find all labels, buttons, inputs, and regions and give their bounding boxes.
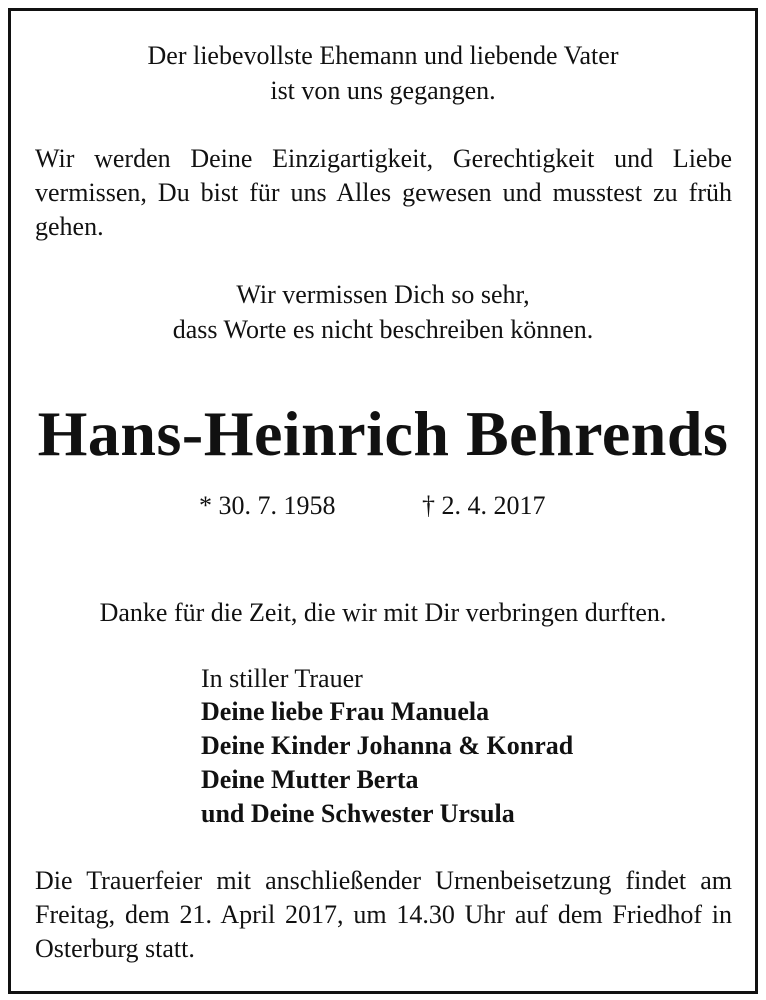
intro-line-2: ist von uns gegangen. — [270, 76, 496, 105]
mourner-name: Deine liebe Frau Manuela — [201, 697, 490, 726]
funeral-details: Die Trauerfeier mit anschließender Urnenbeisetzung findet am Freitag, dem 21. April 2017, um 14.30 Uhr auf dem Friedhof in Osterburg statt. — [35, 866, 732, 963]
obituary-notice — [8, 8, 758, 994]
intro-line-1: Der liebevollste Ehemann und liebende Vater — [147, 41, 619, 70]
deceased-name: Hans-Heinrich Behrends — [37, 398, 729, 469]
verse-line-2: dass Worte es nicht beschreiben können. — [172, 315, 594, 344]
mourner-name: und Deine Schwester Ursula — [201, 799, 515, 828]
birth-date: * 30. 7. 1958 — [199, 491, 336, 520]
mourner-name: Deine Kinder Johanna & Konrad — [201, 731, 574, 760]
verse-line-1: Wir vermissen Dich so sehr, — [236, 280, 530, 309]
memorial-paragraph: Wir werden Deine Einzigartigkeit, Gerechtigkeit und Liebe vermissen, Du bist für uns Alles gewesen und musstest zu früh gehen. — [35, 144, 732, 241]
thanks-line: Danke für die Zeit, die wir mit Dir verbringen durften. — [99, 598, 667, 627]
death-date: † 2. 4. 2017 — [422, 491, 546, 520]
mourner-name: Deine Mutter Berta — [201, 765, 419, 794]
life-dates — [11, 489, 755, 523]
mourning-heading: In stiller Trauer — [201, 664, 363, 693]
